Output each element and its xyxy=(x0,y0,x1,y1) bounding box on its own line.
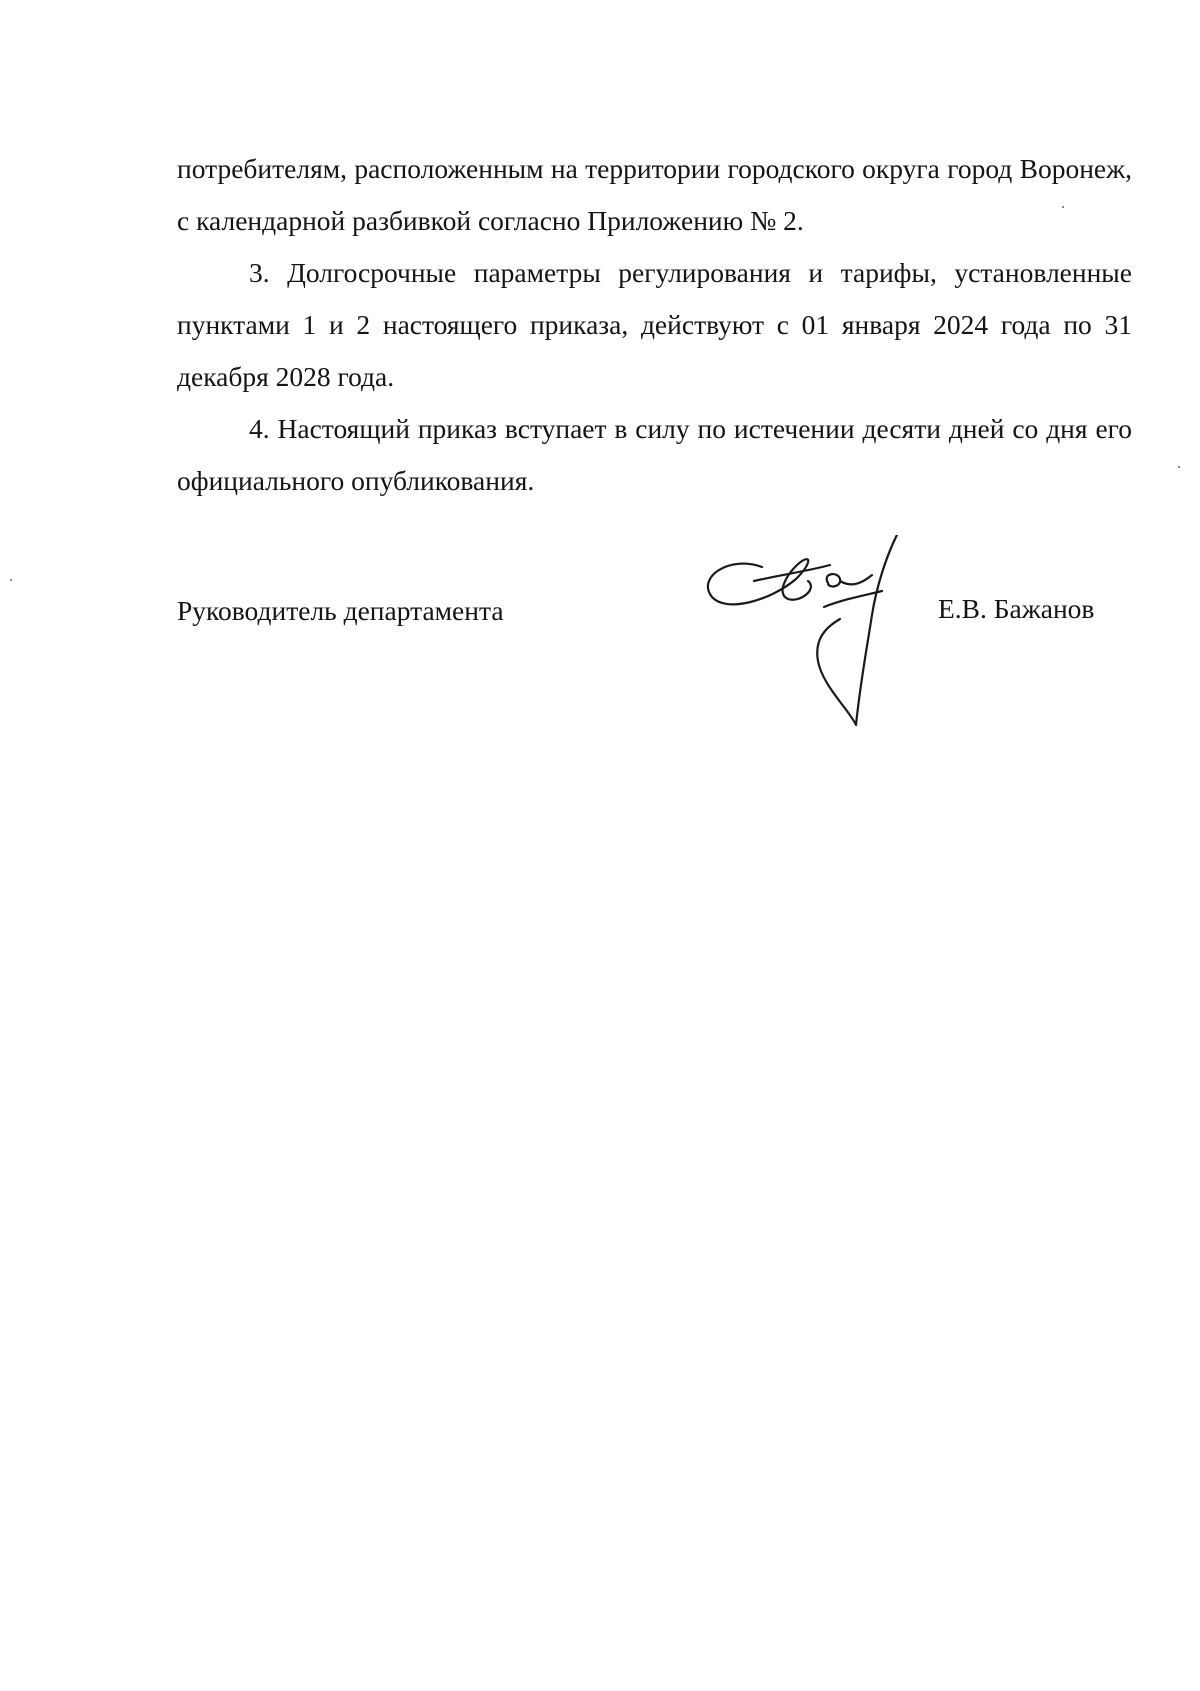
paragraph-continuation: потребителям, расположенным на территории городского округа город Воронеж, с календарной разбивкой согласно Приложению № 2. xyxy=(177,153,1132,236)
scan-speck xyxy=(1178,466,1180,468)
signer-position-title: Руководитель департамента xyxy=(177,595,504,626)
signer-name: Е.В. Бажанов xyxy=(938,593,1095,624)
paragraph-item-4: 4. Настоящий приказ вступает в силу по истечении десяти дней со дня его официального опубликования. xyxy=(177,413,1132,496)
document-body xyxy=(177,143,1132,507)
scan-speck xyxy=(10,579,12,581)
paragraph-item-3: 3. Долгосрочные параметры регулирования и тарифы, установленные пунктами 1 и 2 настоящего приказа, действуют с 01 января 2024 года по 31 декабря 2028 года. xyxy=(177,257,1132,392)
scan-speck xyxy=(1062,206,1064,208)
handwritten-signature xyxy=(700,535,940,735)
